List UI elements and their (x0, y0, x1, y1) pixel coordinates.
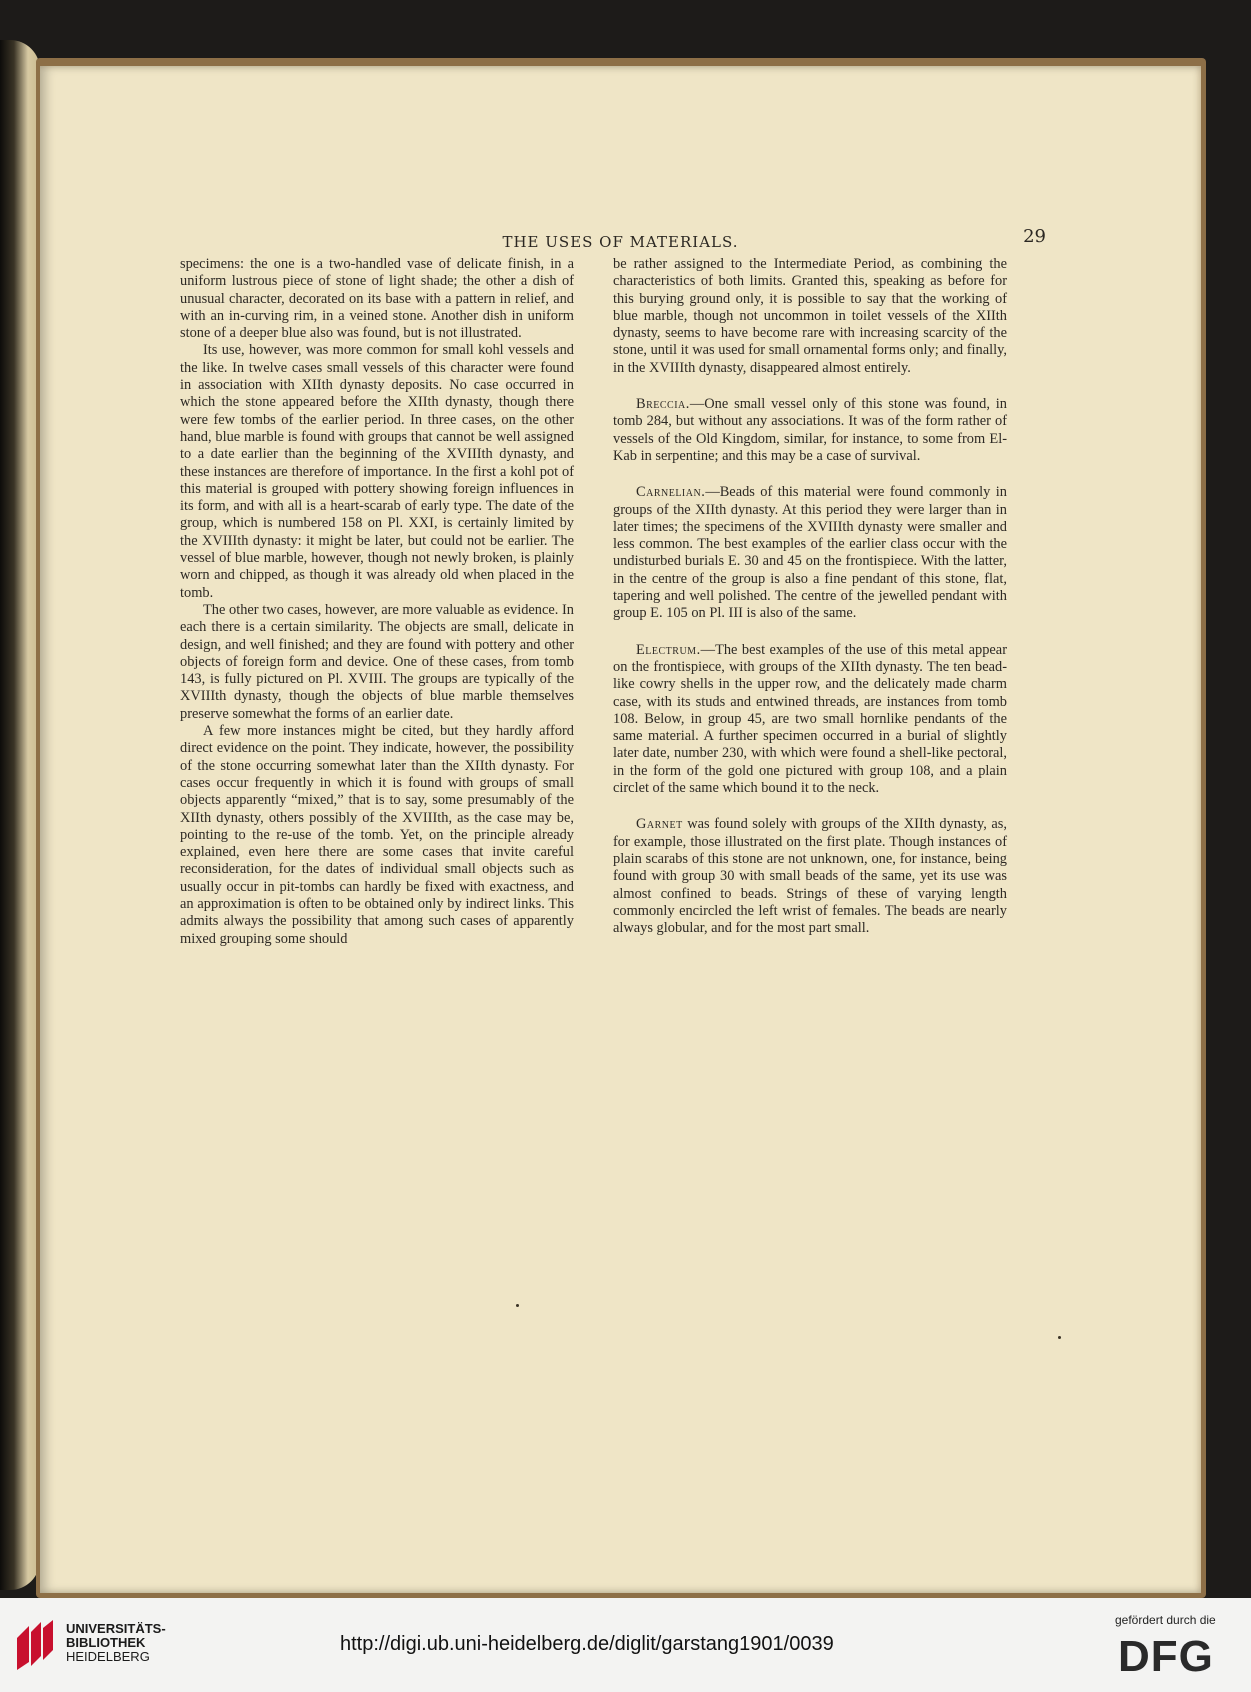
paragraph: be rather assigned to the Intermediate Period, as combining the characteristics of both limits. Granted this, speaking as before for this burying ground only, it is possible to say that the working of blue marble, though not uncommon in toilet vessels of the XIIth dynasty, seems to have become rare with increasing scarcity of the stone, until it was used for small ornamental forms only; and finally, in the XVIIIth dynasty, disappeared almost entirely. (613, 256, 1007, 376)
dfg-logo: DFG (1118, 1632, 1214, 1681)
book-spine (0, 40, 40, 1590)
section-heading: Electrum. (636, 641, 701, 658)
section-garnet (613, 816, 1007, 937)
section-text: was found solely with groups of the XIIth dynasty, as, for example, those illustrated on the first plate. Though instances of plain scarabs of this stone are not unknown, one, for instance, being found with group 30 with small beads of the same, yet its use was almost confined to beads. Strings of these of varying length commonly encircled the left wrist of females. The beads are nearly always globular, and for the most part small. (613, 816, 1007, 937)
paragraph: Its use, however, was more common for small kohl vessels and the like. In twelve cases small vessels of this character were found in association with XIIth dynasty deposits. No case occurred in which the stone appeared before the XIIth dynasty, though there were few tombs of the earlier period. In three cases, on the other hand, blue marble is found with groups that cannot be well assigned to a date earlier than the beginning of the XVIIIth dynasty, and these instances are therefore of importance. In the first a kohl pot of this material is grouped with pottery showing foreign influences in its form, and with all is a heart-scarab of early type. The date of the group, which is numbered 158 on Pl. XXI, is certainly limited by the XVIIIth dynasty: it might be later, but could not be earlier. The vessel of blue marble, however, though not newly broken, is plainly worn and chipped, as though it was already old when placed in the tomb. (180, 342, 574, 601)
right-column (613, 256, 1007, 937)
section-carnelian (613, 484, 1007, 622)
section-heading: Breccia. (636, 396, 690, 413)
section-text: —Beads of this material were found commonly in groups of the XIIth dynasty. At this period they were larger than in later times; the specimens of the XVIIIth dynasty were smaller and less common. The best examples of the earlier class occur with the undisturbed burials E. 30 and 45 on the frontispiece. With the latter, in the centre of the group is also a fine pendant of this stone, flat, tapering and well polished. The centre of the jewelled pendant with group E. 105 on Pl. III is also of the same. (613, 484, 1007, 622)
library-name: UNIVERSITÄTS- BIBLIOTHEK HEIDELBERG (66, 1621, 166, 1664)
page-number: 29 (1023, 226, 1046, 247)
permalink-url[interactable]: http://digi.ub.uni-heidelberg.de/diglit/garstang1901/0039 (340, 1633, 834, 1655)
section-breccia (613, 396, 1007, 465)
paragraph: specimens: the one is a two-handled vase of delicate finish, in a uniform lustrous piece of stone of light shade; the other a dish of unusual character, decorated on its base with a pattern in relief, and with an in-curving rim, in a veined stone. Another dish in uniform stone of a deeper blue also was found, but is not illustrated. (180, 256, 574, 342)
left-column (180, 256, 574, 948)
paragraph: The other two cases, however, are more valuable as evidence. In each there is a certain similarity. The objects are small, delicate in design, and well finished; and they are found with pottery and other objects of foreign form and device. One of these cases, from tomb 143, is fully pictured on Pl. XVIII. The groups are typically of the XVIIIth dynasty, though the objects of blue marble themselves preserve somewhat the forms of an earlier date. (180, 601, 574, 722)
paper-speck (1058, 1336, 1061, 1339)
funding-caption: gefördert durch die (1115, 1613, 1216, 1627)
digitization-footer (0, 1598, 1251, 1692)
paragraph: A few more instances might be cited, but they hardly afford direct evidence on the point. They indicate, however, the possibility of the stone occurring somewhat later than the XIIth dynasty. For cases occur frequently in which it is found with groups of small objects apparently “mixed,” that is to say, some presumably of the XIIth dynasty, others possibly of the XVIIIth, as the case may be, pointing to the re-use of the tomb. Yet, on the principle already explained, even here there are some cases that invite careful reconsideration, for the dates of individual small objects such as usually occur in pit-tombs can hardly be fixed with exactness, and an approximation is often to be obtained only by indirect links. This admits always the possibility that among such cases of apparently mixed grouping some should (180, 723, 574, 947)
section-electrum (613, 642, 1007, 798)
book-stack-logo-icon (15, 1618, 55, 1672)
running-head: THE USES OF MATERIALS. (502, 233, 739, 251)
section-heading: Garnet (636, 816, 683, 833)
section-text: —The best examples of the use of this metal appear on the frontispiece, with groups of the XIIth dynasty. The ten bead-like cowry shells in the upper row, and the delicately made charm case, with its studs and entwined threads, are instances from tomb 108. Below, in group 45, are two small hornlike pendants of the same material. A further specimen occurred in a burial of slightly later date, number 230, with which were found a shell-like pectoral, in the form of the gold one pictured with group 108, and a plain circlet of the same which bound it to the neck. (613, 641, 1007, 797)
paper-speck (516, 1304, 519, 1307)
section-heading: Carnelian. (636, 484, 706, 501)
section-text: —One small vessel only of this stone was found, in tomb 284, but without any associations. It was of the form rather of vessels of the Old Kingdom, similar, for instance, to some from El-Kab in serpentine; and this may be a case of survival. (613, 396, 1007, 464)
book-page (40, 66, 1201, 1593)
